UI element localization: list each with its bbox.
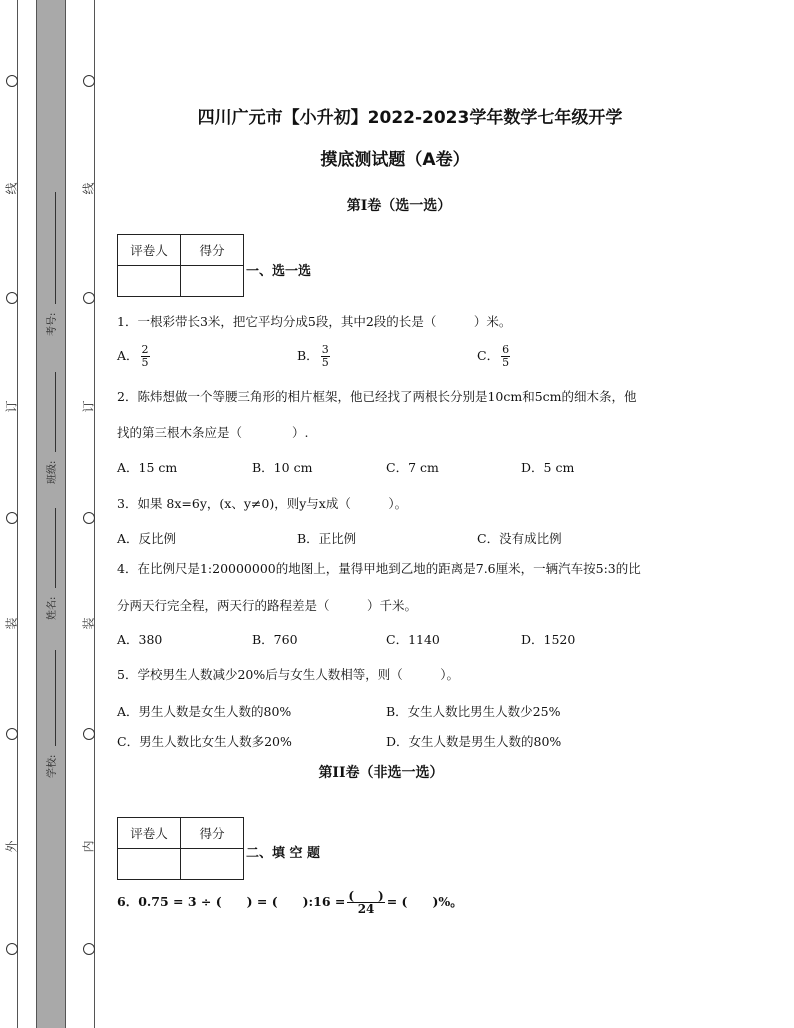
q5-option-d[interactable]: D．女生人数是男生人数的80% xyxy=(386,734,562,749)
option-label: A． xyxy=(117,348,139,363)
q6-frac-den: 24 xyxy=(357,902,375,916)
q2-option-b[interactable]: B．10 cm xyxy=(252,460,313,475)
hole-marker xyxy=(83,75,95,87)
score-cell[interactable] xyxy=(181,849,244,880)
q5-option-b[interactable]: B．女生人数比男生人数少25% xyxy=(386,704,561,719)
part2-title: 第II卷（非选一选） xyxy=(318,765,444,781)
q2-option-a[interactable]: A．15 cm xyxy=(117,460,178,475)
margin-char-outer: 装 xyxy=(4,617,19,630)
q5-option-c[interactable]: C．男生人数比女生人数多20% xyxy=(117,734,292,749)
hole-marker xyxy=(6,512,18,524)
name-label: 姓名: xyxy=(47,596,58,620)
option-label: C． xyxy=(477,348,500,363)
grader-header: 评卷人 xyxy=(118,235,181,266)
question-6 xyxy=(117,890,463,915)
hole-marker xyxy=(6,292,18,304)
q2-option-c[interactable]: C．7 cm xyxy=(386,460,439,475)
margin-char-inner: 线 xyxy=(81,182,96,195)
question-5: 5．学校男生人数减少20%后与女生人数相等，则（ ）。 xyxy=(117,667,459,682)
option-label: B． xyxy=(297,348,319,363)
margin-char-outer: 线 xyxy=(4,182,19,195)
school-field[interactable] xyxy=(55,650,56,746)
section-heading: 二、填 空 题 xyxy=(246,846,321,861)
page-title: 四川广元市【小升初】2022-2023学年数学七年级开学 xyxy=(197,108,623,128)
score-cell[interactable] xyxy=(181,266,244,297)
margin-char-inner: 订 xyxy=(81,400,96,413)
score-table xyxy=(117,234,244,297)
class-field[interactable] xyxy=(55,372,56,452)
score-header: 得分 xyxy=(181,235,244,266)
part1-title: 第I卷（选一选） xyxy=(346,198,452,214)
margin-char-outer: 外 xyxy=(4,840,19,853)
q4-option-c[interactable]: C．1140 xyxy=(386,632,440,647)
question-2: 2．陈炜想做一个等腰三角形的相片框架，他已经找了两根长分别是10cm和5cm的细木条，他 xyxy=(117,389,637,404)
hole-marker xyxy=(6,75,18,87)
question-3: 3．如果 8x=6y，(x、y≠0)，则y与x成（ ）。 xyxy=(117,496,408,511)
q3-option-c[interactable]: C．没有成比例 xyxy=(477,531,562,546)
fraction: $\frac{2}{5}$ xyxy=(141,343,149,369)
grader-header: 评卷人 xyxy=(118,818,181,849)
hole-marker xyxy=(6,943,18,955)
score-table xyxy=(117,817,244,880)
q5-option-a[interactable]: A．男生人数是女生人数的80% xyxy=(117,704,292,719)
page-subtitle: 摸底测试题（A卷） xyxy=(320,150,470,170)
q2-option-d[interactable]: D．5 cm xyxy=(521,460,575,475)
name-field[interactable] xyxy=(55,508,56,588)
school-label: 学校: xyxy=(47,754,58,778)
grader-cell[interactable] xyxy=(118,849,181,880)
hole-marker xyxy=(83,943,95,955)
margin-char-inner: 内 xyxy=(81,840,96,853)
fraction: $\frac{3}{5}$ xyxy=(321,343,329,369)
hole-marker xyxy=(6,728,18,740)
q6-suffix: = ( )%。 xyxy=(386,894,463,909)
hole-marker xyxy=(83,728,95,740)
fraction: $\frac{6}{5}$ xyxy=(502,343,510,369)
q3-option-b[interactable]: B．正比例 xyxy=(297,531,357,546)
question-1: 1．一根彩带长3米，把它平均分成5段，其中2段的长是（ ）米。 xyxy=(117,314,512,329)
score-header: 得分 xyxy=(181,818,244,849)
q4-option-a[interactable]: A．380 xyxy=(117,632,163,647)
q6-frac-num: ( ) xyxy=(348,889,384,903)
exam-number-label: 考号: xyxy=(47,312,58,336)
section-heading: 一、选一选 xyxy=(246,264,312,279)
margin-char-outer: 订 xyxy=(4,400,19,413)
fraction xyxy=(347,890,384,915)
grader-cell[interactable] xyxy=(118,266,181,297)
question-4: 4．在比例尺是1:20000000的地图上，量得甲地到乙地的距离是7.6厘米，一辆汽车按5:3的比 xyxy=(117,561,641,576)
q1-option-c[interactable] xyxy=(477,344,512,369)
hole-marker xyxy=(83,292,95,304)
q1-option-b[interactable] xyxy=(297,344,332,369)
q4-option-b[interactable]: B．760 xyxy=(252,632,298,647)
question-4-cont: 分两天行完全程，两天行的路程差是（ ）千米。 xyxy=(117,598,418,613)
q3-option-a[interactable]: A．反比例 xyxy=(117,531,177,546)
q6-prefix: 6．0.75 = 3 ÷ ( ) = ( ):16 = xyxy=(117,894,346,909)
q1-option-a[interactable] xyxy=(117,344,152,369)
class-label: 班级: xyxy=(47,460,58,484)
margin-char-inner: 装 xyxy=(81,617,96,630)
question-2-cont: 找的第三根木条应是（ ）. xyxy=(117,425,309,440)
q4-option-d[interactable]: D．1520 xyxy=(521,632,576,647)
hole-marker xyxy=(83,512,95,524)
